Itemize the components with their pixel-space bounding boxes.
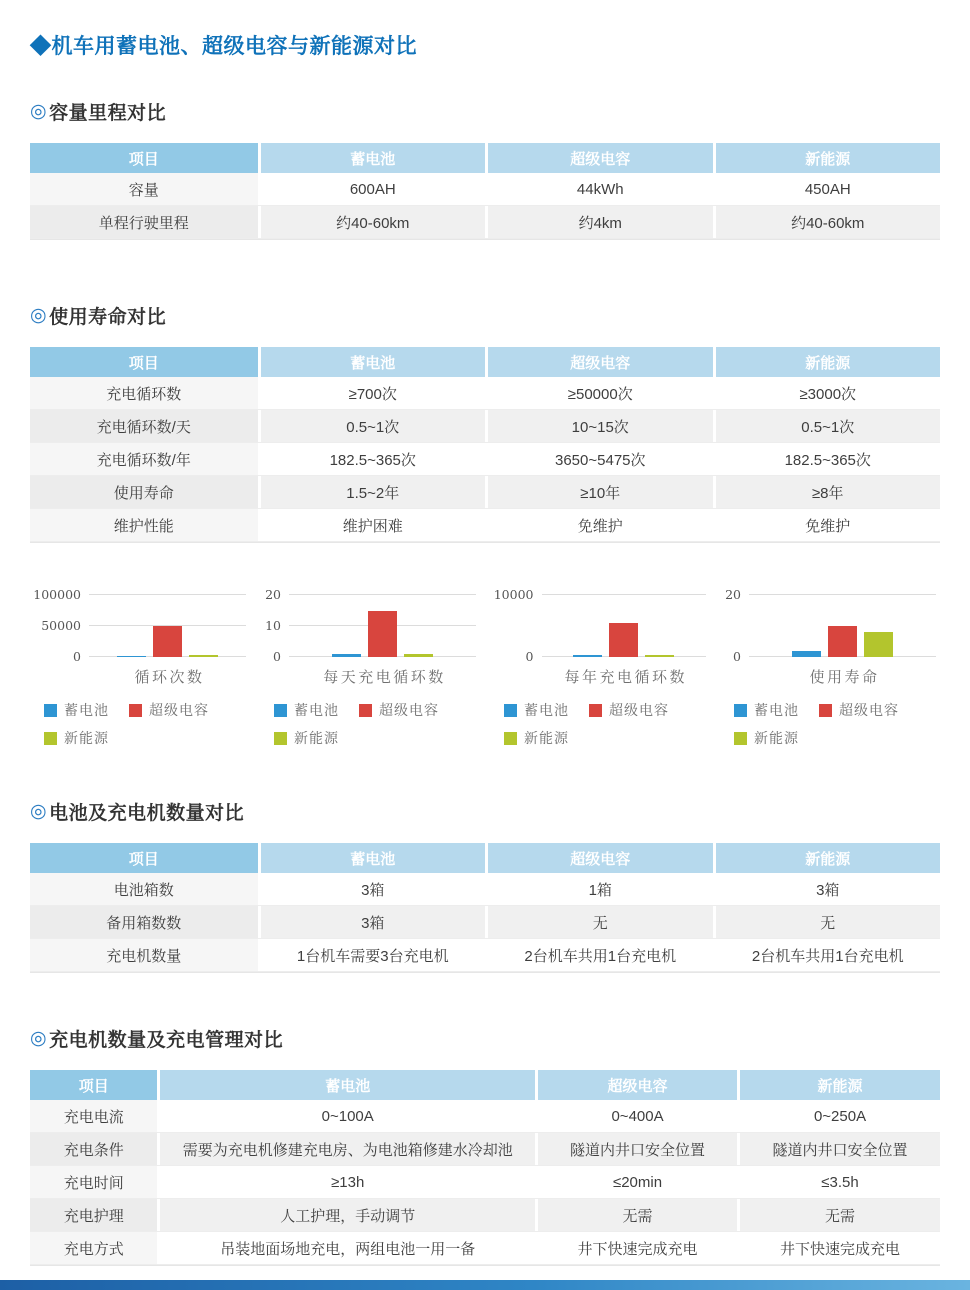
section-heading-battery-charger-count	[30, 798, 940, 825]
table-header-cell: 项目	[30, 843, 258, 873]
y-tick-label: 50000	[41, 618, 81, 633]
chart-plot	[260, 587, 480, 664]
bar-新能源	[189, 655, 218, 657]
chart-plot-area	[749, 595, 940, 657]
section-heading-charging-management	[30, 1025, 940, 1052]
table-header-cell: 超级电容	[535, 1070, 737, 1100]
table-header-cell: 超级电容	[485, 143, 713, 173]
legend-label: 新能源	[754, 731, 799, 747]
table-cell: 无	[485, 906, 713, 938]
table-cell: 1.5~2年	[258, 476, 486, 508]
legend-item	[819, 700, 899, 720]
legend-swatch-icon	[504, 732, 517, 745]
diamond-bullet-icon: ◆	[30, 35, 52, 58]
table-cell: 隧道内井口安全位置	[737, 1133, 940, 1165]
y-tick-label: 100000	[33, 587, 81, 602]
y-tick-label: 0	[733, 649, 741, 664]
chart-title: 循环次数	[134, 668, 205, 686]
table-cell: 无	[713, 906, 941, 938]
table-cell: 1台机车需要3台充电机	[258, 939, 486, 971]
table-row-label: 使用寿命	[30, 476, 258, 508]
legend-swatch-icon	[274, 704, 287, 717]
legend-label: 新能源	[64, 731, 109, 747]
legend-label: 超级电容	[839, 703, 899, 719]
bar-新能源	[864, 632, 893, 657]
chart-plot-area	[289, 595, 480, 657]
table-row-label: 单程行驶里程	[30, 206, 258, 238]
legend-label: 蓄电池	[64, 703, 109, 719]
table-header-cell: 蓄电池	[258, 143, 486, 173]
table-cell: 约40-60km	[258, 206, 486, 238]
table-cell: 450AH	[713, 173, 941, 205]
chart-legend	[30, 700, 239, 748]
table-cell: ≥13h	[157, 1166, 535, 1198]
table-cell: 约40-60km	[713, 206, 941, 238]
table-row	[30, 906, 940, 939]
table-cell: 182.5~365次	[713, 443, 941, 475]
table-header-row	[30, 1070, 940, 1100]
table-cell: 44kWh	[485, 173, 713, 205]
table-row	[30, 1100, 940, 1133]
table-header-cell: 超级电容	[485, 843, 713, 873]
table-cell: 无需	[737, 1199, 940, 1231]
table-cell: ≥50000次	[485, 377, 713, 409]
table-row	[30, 873, 940, 906]
table-row-label: 充电循环数/年	[30, 443, 258, 475]
legend-item	[44, 728, 109, 748]
table-header-row	[30, 143, 940, 173]
legend-label: 蓄电池	[754, 703, 799, 719]
table-row-label: 容量	[30, 173, 258, 205]
bar-蓄电池	[792, 651, 821, 657]
chart-y-axis	[490, 587, 542, 664]
table-header-cell: 项目	[30, 1070, 157, 1100]
y-tick-label: 10	[265, 618, 281, 633]
legend-label: 新能源	[294, 731, 339, 747]
table-cell: 0~100A	[157, 1100, 535, 1132]
chart-service-life	[720, 587, 940, 748]
chart-title: 每年充电循环数	[564, 668, 687, 686]
bar-超级电容	[609, 623, 638, 657]
legend-swatch-icon	[589, 704, 602, 717]
table-cell: 10~15次	[485, 410, 713, 442]
table-cell: ≤3.5h	[737, 1166, 940, 1198]
ring-bullet-icon: ◎	[30, 801, 48, 822]
legend-item	[274, 700, 339, 720]
table-cell: 无需	[535, 1199, 737, 1231]
table-cell: 吊装地面场地充电，两组电池一用一备	[157, 1232, 535, 1264]
y-tick-label: 20	[265, 587, 281, 602]
section-heading-service-life	[30, 302, 940, 329]
table-cell: 3箱	[713, 873, 941, 905]
table-row	[30, 1166, 940, 1199]
bar-超级电容	[368, 611, 397, 658]
table-row	[30, 206, 940, 239]
table-header-cell: 项目	[30, 347, 258, 377]
table-row	[30, 1133, 940, 1166]
chart-title: 每天充电循环数	[323, 668, 446, 686]
table-row	[30, 939, 940, 972]
table-row-label: 充电条件	[30, 1133, 157, 1165]
section-heading-text: 使用寿命对比	[49, 307, 167, 328]
legend-swatch-icon	[359, 704, 372, 717]
table-row	[30, 173, 940, 206]
table-header-cell: 新能源	[713, 843, 941, 873]
table-cell: 免维护	[485, 509, 713, 541]
table-row-label: 充电循环数	[30, 377, 258, 409]
legend-item	[589, 700, 669, 720]
section-heading-text: 容量里程对比	[49, 103, 167, 124]
table-row-label: 备用箱数数	[30, 906, 258, 938]
table-header-row	[30, 347, 940, 377]
chart-bars	[542, 595, 707, 657]
chart-cycle-count	[30, 587, 250, 748]
table-row-label: 电池箱数	[30, 873, 258, 905]
legend-item	[504, 728, 569, 748]
table-cell: ≥3000次	[713, 377, 941, 409]
footer-gradient-bar	[0, 1280, 970, 1290]
legend-label: 超级电容	[379, 703, 439, 719]
legend-item	[129, 700, 209, 720]
chart-yearly-charge-cycles	[490, 587, 710, 748]
legend-item	[504, 700, 569, 720]
bar-新能源	[645, 655, 674, 657]
table-header-cell: 蓄电池	[157, 1070, 535, 1100]
table-cell: 免维护	[713, 509, 941, 541]
table-cell: 约4km	[485, 206, 713, 238]
table-row-label: 充电电流	[30, 1100, 157, 1132]
ring-bullet-icon: ◎	[30, 101, 48, 122]
table-header-cell: 超级电容	[485, 347, 713, 377]
legend-swatch-icon	[734, 732, 747, 745]
table-row-label: 维护性能	[30, 509, 258, 541]
table-cell: 0~400A	[535, 1100, 737, 1132]
table-row	[30, 1232, 940, 1265]
table-header-cell: 新能源	[713, 143, 941, 173]
legend-swatch-icon	[274, 732, 287, 745]
chart-daily-charge-cycles	[260, 587, 480, 748]
y-tick-label: 0	[273, 649, 281, 664]
charging-management-table	[30, 1070, 940, 1266]
legend-item	[359, 700, 439, 720]
bar-超级电容	[828, 626, 857, 657]
table-header-cell: 新能源	[713, 347, 941, 377]
table-cell: ≥700次	[258, 377, 486, 409]
table-cell: 0~250A	[737, 1100, 940, 1132]
section-heading-text: 充电机数量及充电管理对比	[49, 1030, 284, 1051]
bar-新能源	[404, 654, 433, 657]
battery-charger-count-table	[30, 843, 940, 973]
table-row	[30, 410, 940, 443]
table-row-label: 充电机数量	[30, 939, 258, 971]
table-row-label: 充电时间	[30, 1166, 157, 1198]
table-cell: 0.5~1次	[258, 410, 486, 442]
legend-swatch-icon	[44, 732, 57, 745]
legend-swatch-icon	[734, 704, 747, 717]
table-cell: 井下快速完成充电	[737, 1232, 940, 1264]
legend-item	[734, 728, 799, 748]
table-row	[30, 377, 940, 410]
section-heading-text: 电池及充电机数量对比	[49, 803, 245, 824]
table-cell: 600AH	[258, 173, 486, 205]
table-cell: 隧道内井口安全位置	[535, 1133, 737, 1165]
table-cell: 3箱	[258, 906, 486, 938]
table-cell: 需要为充电机修建充电房、为电池箱修建水冷却池	[157, 1133, 535, 1165]
chart-plot	[720, 587, 940, 664]
bar-蓄电池	[573, 655, 602, 657]
bar-蓄电池	[332, 654, 361, 657]
table-cell: 182.5~365次	[258, 443, 486, 475]
section-heading-capacity-mileage	[30, 98, 940, 125]
chart-bars	[89, 595, 246, 657]
table-cell: 2台机车共用1台充电机	[713, 939, 941, 971]
table-row	[30, 509, 940, 542]
chart-y-axis	[260, 587, 289, 664]
table-row	[30, 1199, 940, 1232]
chart-title: 使用寿命	[809, 668, 880, 686]
y-tick-label: 0	[525, 649, 534, 664]
y-tick-label: 20	[725, 587, 741, 602]
bar-超级电容	[153, 626, 182, 657]
legend-label: 超级电容	[149, 703, 209, 719]
chart-plot	[490, 587, 710, 664]
legend-label: 新能源	[524, 731, 569, 747]
legend-label: 蓄电池	[294, 703, 339, 719]
legend-item	[274, 728, 339, 748]
chart-legend	[260, 700, 469, 748]
table-header-row	[30, 843, 940, 873]
table-header-cell: 蓄电池	[258, 843, 486, 873]
bar-蓄电池	[117, 656, 146, 657]
table-cell: 3箱	[258, 873, 486, 905]
ring-bullet-icon: ◎	[30, 305, 48, 326]
ring-bullet-icon: ◎	[30, 1028, 48, 1049]
table-header-cell: 蓄电池	[258, 347, 486, 377]
chart-plot-area	[542, 595, 711, 657]
table-cell: 井下快速完成充电	[535, 1232, 737, 1264]
table-cell: ≤20min	[535, 1166, 737, 1198]
chart-bars	[749, 595, 936, 657]
legend-item	[734, 700, 799, 720]
chart-plot	[30, 587, 250, 664]
chart-y-axis	[30, 587, 89, 664]
page-title	[30, 30, 940, 60]
chart-y-axis	[720, 587, 749, 664]
table-cell: 1箱	[485, 873, 713, 905]
table-cell: 人工护理，手动调节	[157, 1199, 535, 1231]
legend-item	[44, 700, 109, 720]
chart-plot-area	[89, 595, 250, 657]
service-life-table	[30, 347, 940, 543]
y-tick-label: 10000	[493, 587, 534, 602]
table-row-label: 充电循环数/天	[30, 410, 258, 442]
table-header-cell: 新能源	[737, 1070, 940, 1100]
table-row	[30, 476, 940, 509]
table-cell: ≥10年	[485, 476, 713, 508]
table-cell: ≥8年	[713, 476, 941, 508]
table-row-label: 充电方式	[30, 1232, 157, 1264]
chart-legend	[720, 700, 929, 748]
table-cell: 3650~5475次	[485, 443, 713, 475]
table-row	[30, 443, 940, 476]
table-cell: 0.5~1次	[713, 410, 941, 442]
chart-legend	[490, 700, 699, 748]
table-header-cell: 项目	[30, 143, 258, 173]
y-tick-label: 0	[73, 649, 81, 664]
legend-swatch-icon	[819, 704, 832, 717]
capacity-mileage-table	[30, 143, 940, 240]
legend-swatch-icon	[504, 704, 517, 717]
legend-swatch-icon	[129, 704, 142, 717]
table-row-label: 充电护理	[30, 1199, 157, 1231]
legend-swatch-icon	[44, 704, 57, 717]
page-title-text: 机车用蓄电池、超级电容与新能源对比	[51, 35, 417, 58]
legend-label: 蓄电池	[524, 703, 569, 719]
table-cell: 2台机车共用1台充电机	[485, 939, 713, 971]
chart-bars	[289, 595, 476, 657]
table-cell: 维护困难	[258, 509, 486, 541]
legend-label: 超级电容	[609, 703, 669, 719]
charts-row	[30, 587, 940, 748]
